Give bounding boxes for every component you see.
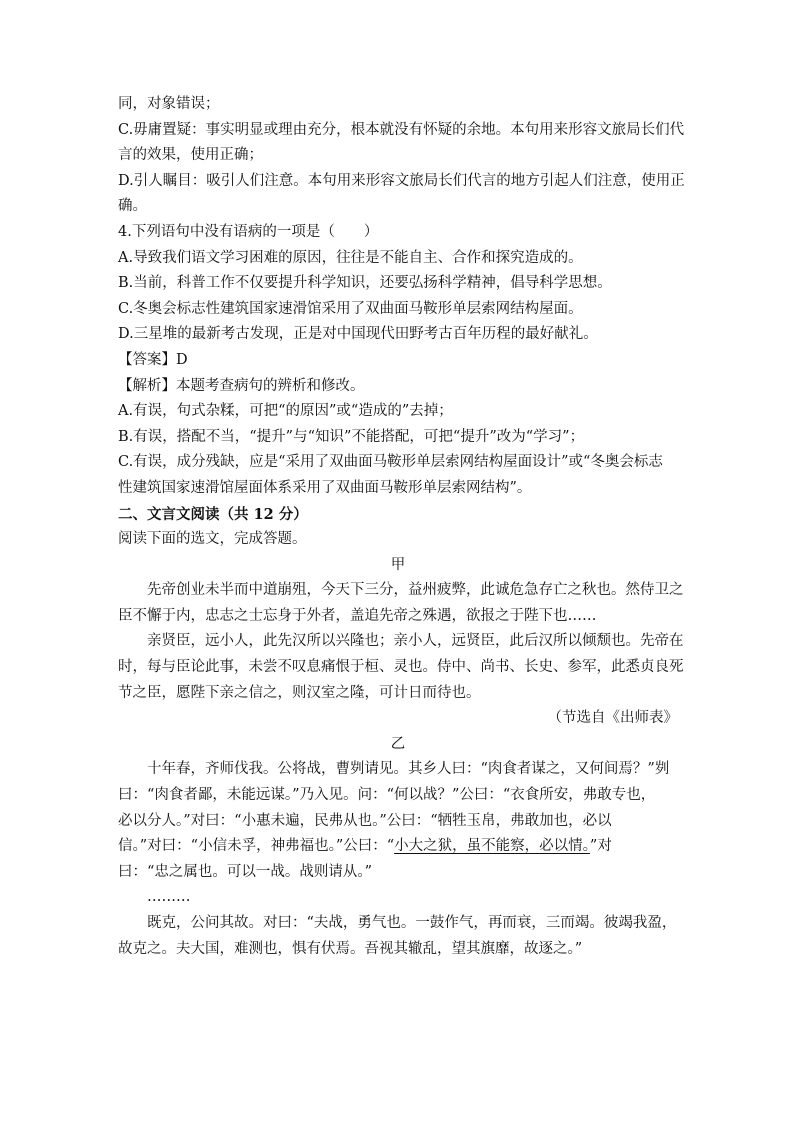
analysis-line: 【解析】本题考查病句的辨析和修改。 [118, 377, 365, 394]
question-4-option-b: B.当前，科普工作不仅要提升科学知识，还要弘扬科学精神，倡导科学思想。 [118, 275, 612, 292]
instruction-line: 阅读下面的选文，完成答题。 [118, 531, 307, 548]
analysis-c: C.有误，成分残缺，应是“采用了双曲面马鞍形单层索网结构屋面设计”或“冬奥会标志 [118, 454, 663, 471]
question-4-option-d: D.三星堆的最新考古发现，正是对中国现代田野考古百年历程的最好献礼。 [118, 326, 598, 343]
text-line: 性建筑国家速滑馆屋面体系采用了双曲面马鞍形单层索网结构”。 [118, 479, 532, 496]
text-segment: 信。”对曰：“小信未孚，神弗福也。”公曰：“ [118, 838, 395, 855]
text-line: 臣不懈于内，忠志之士忘身于外者，盖追先帝之殊遇，欲报之于陛下也…… [118, 607, 597, 624]
text-segment: ”对 [589, 838, 612, 855]
option-d-explanation: D.引人瞩目：吸引人们注意。本句用来形容文旅局长们代言的地方引起人们注意，使用正 [118, 172, 685, 189]
question-4-option-c: C.冬奥会标志性建筑国家速滑馆采用了双曲面马鞍形单层索网结构屋面。 [118, 300, 583, 317]
question-4-stem: 4.下列语句中没有语病的一项是（ ） [118, 223, 379, 240]
text-line [118, 834, 678, 860]
text-line: 确。 [118, 198, 147, 215]
passage-jia-paragraph-2: 亲贤臣，远小人，此先汉所以兴隆也；亲小人，远贤臣，此后汉所以倾颓也。先帝在 [147, 633, 684, 650]
question-4-option-a: A.导致我们语文学习困难的原因，往往是不能自主、合作和探究造成的。 [118, 249, 583, 266]
passage-jia-title: 甲 [390, 556, 406, 573]
text-line: 节之臣，愿陛下亲之信之，则汉室之隆，可计日而待也。 [118, 684, 481, 701]
text-line: 言的效果，使用正确； [118, 147, 263, 164]
text-line: 曰：“肉食者鄙，未能远谋。”乃入见。问：“何以战？”公曰：“衣食所安，弗敢专也， [118, 787, 656, 804]
passage-jia-paragraph-1: 先帝创业未半而中道崩殂，今天下三分，益州疲弊，此诚危急存亡之秋也。然侍卫之 [147, 582, 684, 599]
analysis-a: A.有误，句式杂糅，可把“的原因”或“造成的”去掉； [118, 403, 453, 420]
option-c-explanation: C.毋庸置疑：事实明显或理由充分，根本就没有怀疑的余地。本句用来形容文旅局长们代 [118, 121, 685, 138]
text-line: 时，每与臣论此事，未尝不叹息痛恨于桓、灵也。侍中、尚书、长史、参军，此悉贞良死 [118, 659, 684, 676]
passage-jia-source: （节选自《出师表》 [547, 710, 678, 727]
answer-line: 【答案】D [118, 351, 188, 368]
document-page [118, 92, 685, 962]
text-line: 故克之。夫大国，难测也，惧有伏焉。吾视其辙乱，望其旗靡，故逐之。” [118, 940, 583, 957]
text-line: 同，对象错误； [118, 96, 220, 112]
text-line: 曰：“忠之属也。可以一战。战则请从。” [118, 863, 373, 880]
section-heading: 二、文言文阅读（共 12 分） [118, 505, 308, 523]
passage-yi-title: 乙 [390, 735, 406, 752]
passage-yi-paragraph-1: 十年春，齐师伐我。公将战，曹刿请见。其乡人曰：“肉食者谋之，又何间焉？”刿 [147, 761, 670, 778]
text-line: 必以分人。”对曰：“小惠未遍，民弗从也。”公曰：“牺牲玉帛，弗敢加也，必以 [118, 812, 612, 829]
analysis-b: B.有误，搭配不当，“提升”与“知识”不能搭配，可把“提升”改为“学习”； [118, 428, 585, 445]
underlined-sentence: 小大之狱，虽不能察，必以情。 [394, 838, 590, 855]
passage-yi-paragraph-2: 既克，公问其故。对曰：“夫战，勇气也。一鼓作气，再而衰，三而竭。彼竭我盈， [147, 915, 677, 931]
ellipsis-line: ……… [147, 889, 191, 906]
